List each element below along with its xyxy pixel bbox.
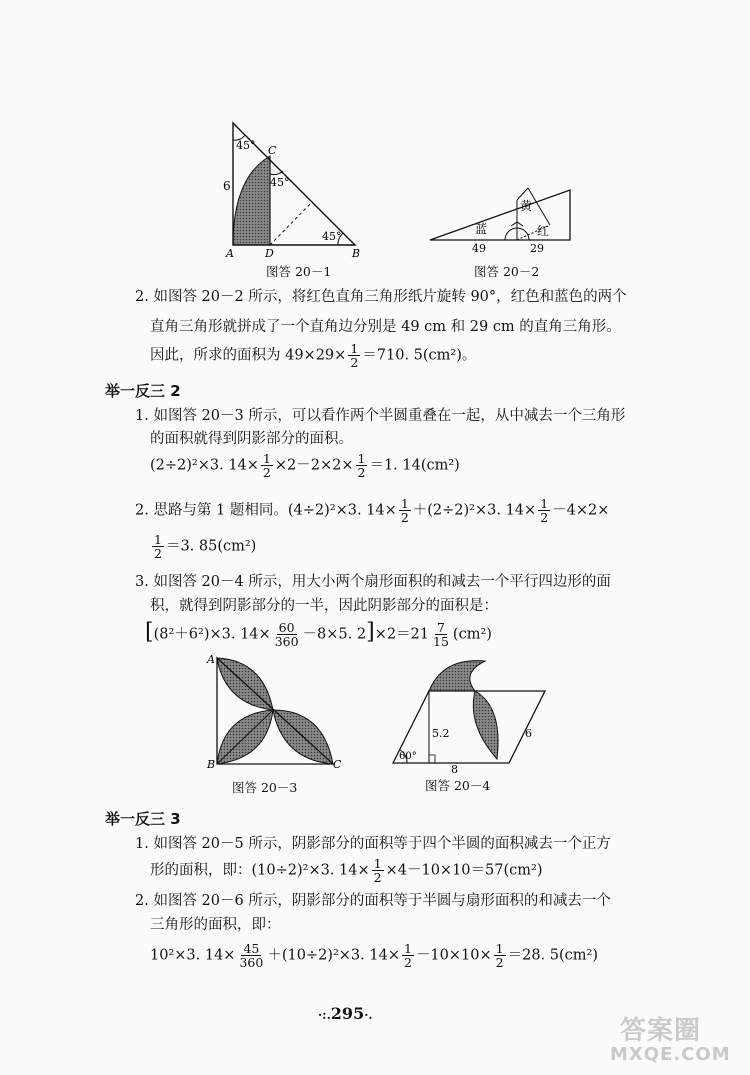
figure-20-1 (218, 118, 368, 263)
side-label: 6 (525, 727, 532, 740)
yellow-label: 黄 (520, 199, 533, 213)
caption-20-3: 图答 20－3 (232, 780, 298, 795)
point-c-label: C (268, 144, 277, 157)
angle-c-label: 45° (270, 176, 290, 189)
formula-line: 10²×3. 14× $\frac{45}{360}$ ＋(10÷2)²×3. 14× $\frac{1}{2}$ －10×10× $\frac{1}{2}$ ＝28. 5(cm²) (150, 941, 598, 970)
dashed-segment (270, 202, 312, 245)
side-label: 6 (223, 179, 231, 193)
caption-20-4: 图答 20－4 (425, 778, 491, 793)
angle-top-label: 45° (236, 139, 256, 152)
red-label: 红 (537, 224, 550, 238)
page-number: ·:.295·. (318, 1004, 373, 1023)
angle-label: 60° (399, 751, 417, 762)
formula-line: 2. 思路与第 1 题相同。(4÷2)²×3. 14× $\frac{1}{2}$ ＋(2÷2)²×3. 14× $\frac{1}{2}$ －4×2× (135, 496, 610, 525)
point-d-label: D (265, 247, 274, 260)
length-29-label: 29 (530, 242, 544, 255)
blue-label: 蓝 (475, 222, 488, 236)
caption-20-1: 图答 20－1 (266, 264, 332, 279)
section-title: 举一反三 2 (105, 382, 181, 400)
shaded-region (473, 691, 498, 759)
point-a-label: A (207, 653, 215, 666)
height-label: 5.2 (432, 727, 450, 740)
shaded-region (429, 661, 485, 691)
text-line: 3. 如图答 20－4 所示，用大小两个扇形面积的和减去一个平行四边形的面 (135, 574, 611, 590)
text-line: 积，就得到阴影部分的一半，因此阴影部分的面积是： (150, 598, 498, 614)
text-line: 三角形的面积，即： (150, 917, 281, 933)
watermark-url: MXQE.COM (610, 1044, 731, 1065)
formula-line: $\frac{1}{2}$ ＝3. 85(cm²) (154, 532, 257, 561)
caption-20-2: 图答 20－2 (474, 264, 540, 279)
watermark-logo: 答案圈 (620, 1016, 702, 1046)
section-title: 举一反三 3 (105, 810, 181, 828)
formula-line: 形的面积，即：(10÷2)²×3. 14× $\frac{1}{2}$ ×4－10×10＝57(cm²) (150, 856, 543, 885)
point-b-label: B (352, 247, 361, 260)
text-line: 的面积就得到阴影部分的面积。 (150, 431, 353, 447)
text-line: 1. 如图答 20－3 所示，可以看作两个半圆重叠在一起，从中减去一个三角形 (135, 408, 626, 424)
base-label: 8 (451, 763, 458, 773)
point-c-label: C (333, 758, 342, 771)
figure-20-4 (385, 655, 550, 773)
angle-b-label: 45° (322, 230, 342, 243)
text-line: 1. 如图答 20－5 所示，阴影部分的面积等于四个半圆的面积减去一个正方 (135, 836, 611, 852)
length-49-label: 49 (472, 242, 486, 255)
point-a-label: A (226, 247, 234, 260)
text-line: 2. 如图答 20－2 所示，将红色直角三角形纸片旋转 90°，红色和蓝色的两个 (135, 289, 627, 305)
point-b-label: B (207, 758, 216, 771)
figure-20-3 (205, 652, 345, 772)
figure-20-2 (425, 180, 575, 258)
text-line: 2. 如图答 20－6 所示，阴影部分的面积等于半圆与扇形面积的和减去一个 (135, 893, 611, 909)
shaded-region (233, 156, 270, 245)
formula-line: (2÷2)²×3. 14× $\frac{1}{2}$ ×2－2×2× $\frac{1}{2}$ ＝1. 14(cm²) (150, 451, 460, 480)
formula-line: 因此，所求的面积为 49×29× $\frac{1}{2}$ ＝710. 5(cm²)。 (150, 341, 477, 370)
formula-line: [(8²＋6²)×3. 14× $\frac{60}{360}$ －8×5. 2]×2＝21 $\frac{7}{15}$ (cm²) (145, 619, 492, 649)
text-line: 直角三角形就拼成了一个直角边分别是 49 cm 和 29 cm 的直角三角形。 (150, 319, 621, 335)
